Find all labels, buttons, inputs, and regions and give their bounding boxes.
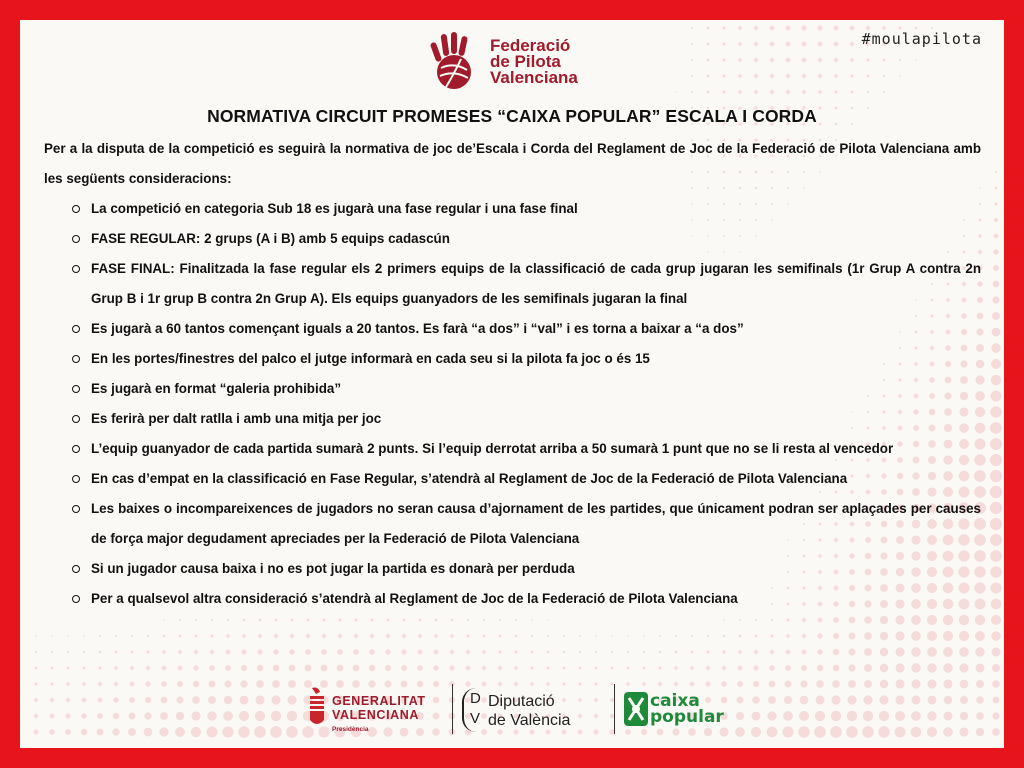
circle-bullet-icon <box>72 355 80 363</box>
dv-line: Diputació <box>488 693 555 710</box>
logo-line: Federació <box>490 36 571 55</box>
gv-line: VALENCIANA <box>332 708 420 722</box>
list-item <box>68 314 981 344</box>
list-item <box>68 434 981 464</box>
circle-bullet-icon <box>72 415 80 423</box>
generalitat-emblem-icon <box>306 686 330 730</box>
dv-mark-icon <box>462 688 486 732</box>
caixa-popular-emblem-icon <box>624 692 648 726</box>
logo-line: de Pilota <box>490 52 561 71</box>
list-item <box>68 254 981 314</box>
page-title: NORMATIVA CIRCUIT PROMESES “CAIXA POPULAR” ESCALA I CORDA <box>207 106 817 126</box>
circle-bullet-icon <box>72 235 80 243</box>
circle-bullet-icon <box>72 475 80 483</box>
rule-text: Per a qualsevol altra consideració s’atendrà al Reglament de Joc de la Federació de Pilota Valenciana <box>91 591 738 606</box>
rule-text: L’equip guanyador de cada partida sumarà 2 punts. Si l’equip derrotat arriba a 50 sumarà 1 punt que no se li resta al vencedor <box>91 441 894 456</box>
hashtag-label: #moulapilota <box>861 30 982 48</box>
rule-text: En cas d’empat en la classificació en Fase Regular, s’atendrà al Reglament de Joc de la Federació de Pilota Valenciana <box>91 471 848 486</box>
rule-text: FASE REGULAR: 2 grups (A i B) amb 5 equips cadascún <box>91 231 450 246</box>
circle-bullet-icon <box>72 385 80 393</box>
caixa-popular-logo-text <box>650 693 724 725</box>
rule-text: Si un jugador causa baixa i no es pot jugar la partida es donarà per perduda <box>91 561 575 576</box>
list-item <box>68 584 981 614</box>
diputacio-logo-text <box>488 692 570 730</box>
logo-line: Valenciana <box>490 68 578 87</box>
rule-text: La competició en categoria Sub 18 es jugarà una fase regular i una fase final <box>91 201 578 216</box>
dv-mark-letter: V <box>470 710 481 727</box>
list-item <box>68 404 981 434</box>
generalitat-subtitle: Presidència <box>332 726 369 733</box>
rule-text: Es ferirà per dalt ratlla i amb una mitja per joc <box>91 411 382 426</box>
list-item <box>68 374 981 404</box>
circle-bullet-icon <box>72 565 80 573</box>
divider <box>614 684 615 734</box>
rule-text: Es jugarà a 60 tantos començant iguals a 20 tantos. Es farà “a dos” i “val” i es torna a baixar a “a dos” <box>91 321 744 336</box>
list-item <box>68 554 981 584</box>
circle-bullet-icon <box>72 265 80 273</box>
cp-line: caixa <box>650 691 700 711</box>
hand-ball-icon <box>424 32 484 94</box>
rule-text: FASE FINAL: Finalitzada la fase regular els 2 primers equips de la classificació de cada grup jugaran les semifinals (1r Grup A contra 2n Grup B i 1r grup B contra 2n Grup A). Els equips guanyadors de les semifinals jugaran la final <box>91 261 981 306</box>
fpv-logo-text <box>490 38 578 86</box>
generalitat-logo-text <box>332 694 426 722</box>
intro-paragraph: Per a la disputa de la competició es seguirà la normativa de joc de’Escala i Corda del Reglament de Joc de la Federació de Pilota Valenciana amb les següents consideracions: <box>44 141 981 186</box>
list-item <box>68 194 981 224</box>
cp-line: popular <box>650 707 724 727</box>
rule-text: En les portes/finestres del palco el jutge informarà en cada seu si la pilota fa joc o és 15 <box>91 351 650 366</box>
list-item <box>68 464 981 494</box>
circle-bullet-icon <box>72 505 80 513</box>
dv-mark-letter: D <box>470 690 481 707</box>
list-item <box>68 224 981 254</box>
sponsor-footer <box>306 680 766 738</box>
gv-line: GENERALITAT <box>332 694 426 708</box>
circle-bullet-icon <box>72 595 80 603</box>
divider <box>452 684 453 734</box>
dv-line: de València <box>488 712 571 729</box>
poster-page <box>20 20 1004 748</box>
circle-bullet-icon <box>72 445 80 453</box>
list-item <box>68 344 981 374</box>
fpv-logo <box>424 32 624 98</box>
list-item <box>68 494 981 554</box>
rule-text: Les baixes o incompareixences de jugadors no seran causa d’ajornament de les partides, que únicament podran ser aplaçades per causes de força major degudament apreciades per la Federació de Pilota Valenciana <box>91 501 981 546</box>
rules-list <box>68 194 981 614</box>
rule-text: Es jugarà en format “galeria prohibida” <box>91 381 342 396</box>
circle-bullet-icon <box>72 205 80 213</box>
circle-bullet-icon <box>72 325 80 333</box>
